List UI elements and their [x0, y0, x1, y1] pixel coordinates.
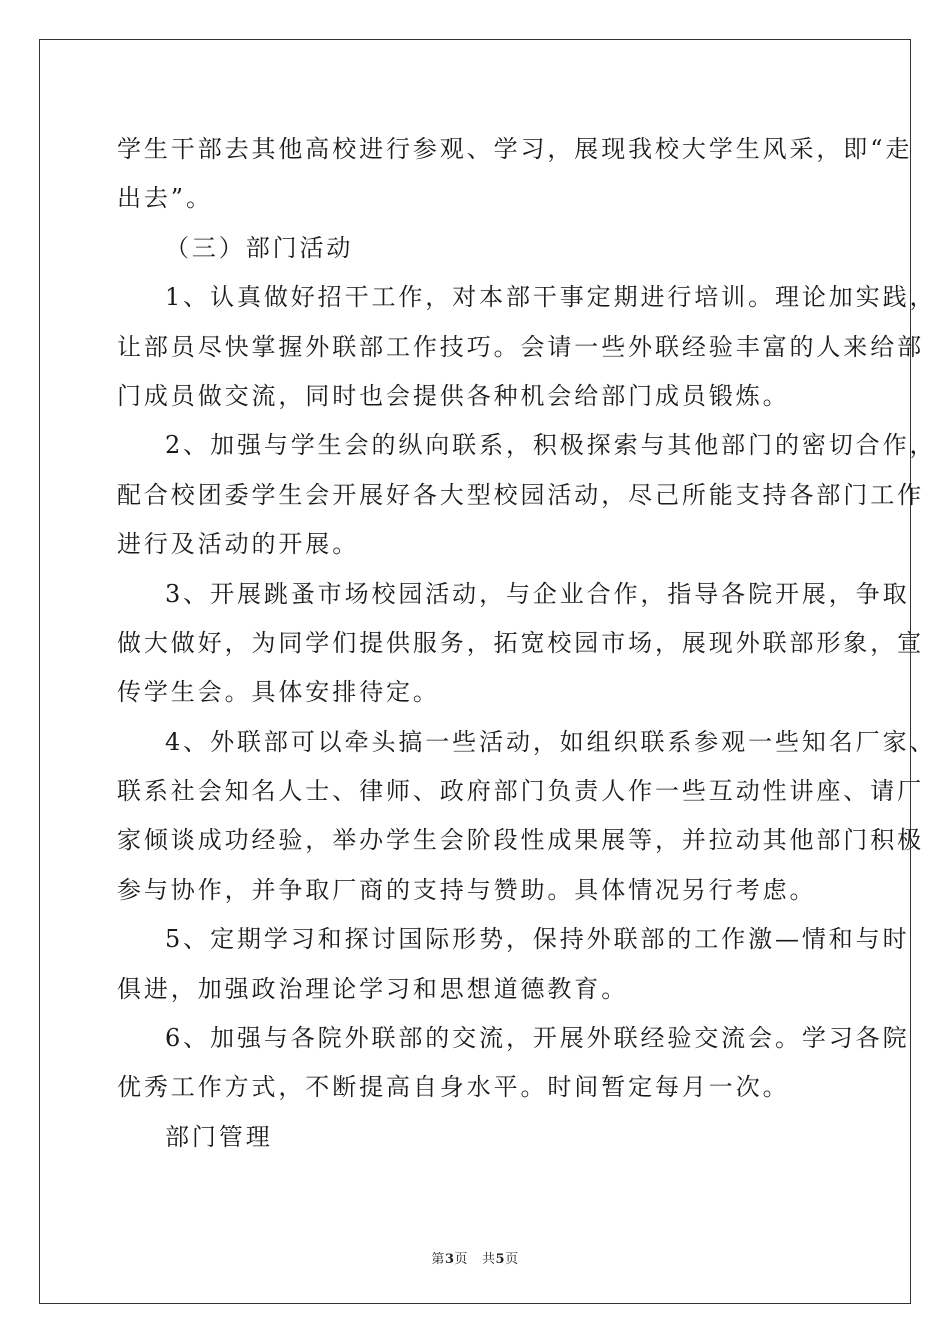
- document-body: [117, 125, 937, 1162]
- footer-prefix: 第: [431, 1252, 445, 1267]
- text-line: 配合校团委学生会开展好各大型校园活动，尽己所能支持各部门工作: [117, 480, 924, 509]
- text-line: 1、认真做好招干工作，对本部干事定期进行培训。理论加实践，: [165, 283, 937, 312]
- text-line: 2、加强与学生会的纵向联系，积极探索与其他部门的密切合作，: [165, 431, 937, 460]
- total-pages-number: 5: [495, 1252, 506, 1267]
- footer-total-prefix: 共: [482, 1252, 496, 1267]
- text-line: 家倾谈成功经验，举办学生会阶段性成果展等，并拉动其他部门积极: [117, 826, 924, 855]
- text-line: 联系社会知名人士、律师、政府部门负责人作一些互动性讲座、请厂: [117, 777, 924, 806]
- text-line: 俱进，加强政治理论学习和思想道德教育。: [117, 974, 629, 1003]
- footer-page-suffix: 页: [454, 1252, 468, 1267]
- text-line: 4、外联部可以牵头搞一些活动，如组织联系参观一些知名厂家、: [165, 727, 937, 756]
- footer-total-suffix: 页: [505, 1252, 519, 1267]
- text-line: 3、开展跳蚤市场校园活动，与企业合作，指导各院开展，争取: [165, 579, 910, 608]
- text-line: 5、定期学习和探讨国际形势，保持外联部的工作激—情和与时: [165, 925, 910, 954]
- text-line: 门成员做交流，同时也会提供各种机会给部门成员锻炼。: [117, 381, 790, 410]
- text-line: 6、加强与各院外联部的交流，开展外联经验交流会。学习各院: [165, 1024, 910, 1053]
- text-line: 让部员尽快掌握外联部工作技巧。会请一些外联经验丰富的人来给部: [117, 332, 924, 361]
- current-page-number: 3: [444, 1252, 455, 1267]
- text-line: 传学生会。具体安排待定。: [117, 678, 440, 707]
- text-line: 优秀工作方式，不断提高自身水平。时间暂定每月一次。: [117, 1073, 790, 1102]
- text-line: 出去”。: [117, 184, 213, 213]
- page-footer: [0, 1248, 950, 1267]
- section-heading: （三）部门活动: [165, 233, 354, 262]
- section-heading: 部门管理: [165, 1122, 273, 1151]
- text-line: 学生干部去其他高校进行参观、学习，展现我校大学生风采，即“走: [117, 135, 913, 163]
- text-line: 参与协作，并争取厂商的支持与赞助。具体情况另行考虑。: [117, 875, 817, 904]
- text-line: 进行及活动的开展。: [117, 530, 360, 559]
- text-line: 做大做好，为同学们提供服务，拓宽校园市场，展现外联部形象，宣: [117, 628, 924, 657]
